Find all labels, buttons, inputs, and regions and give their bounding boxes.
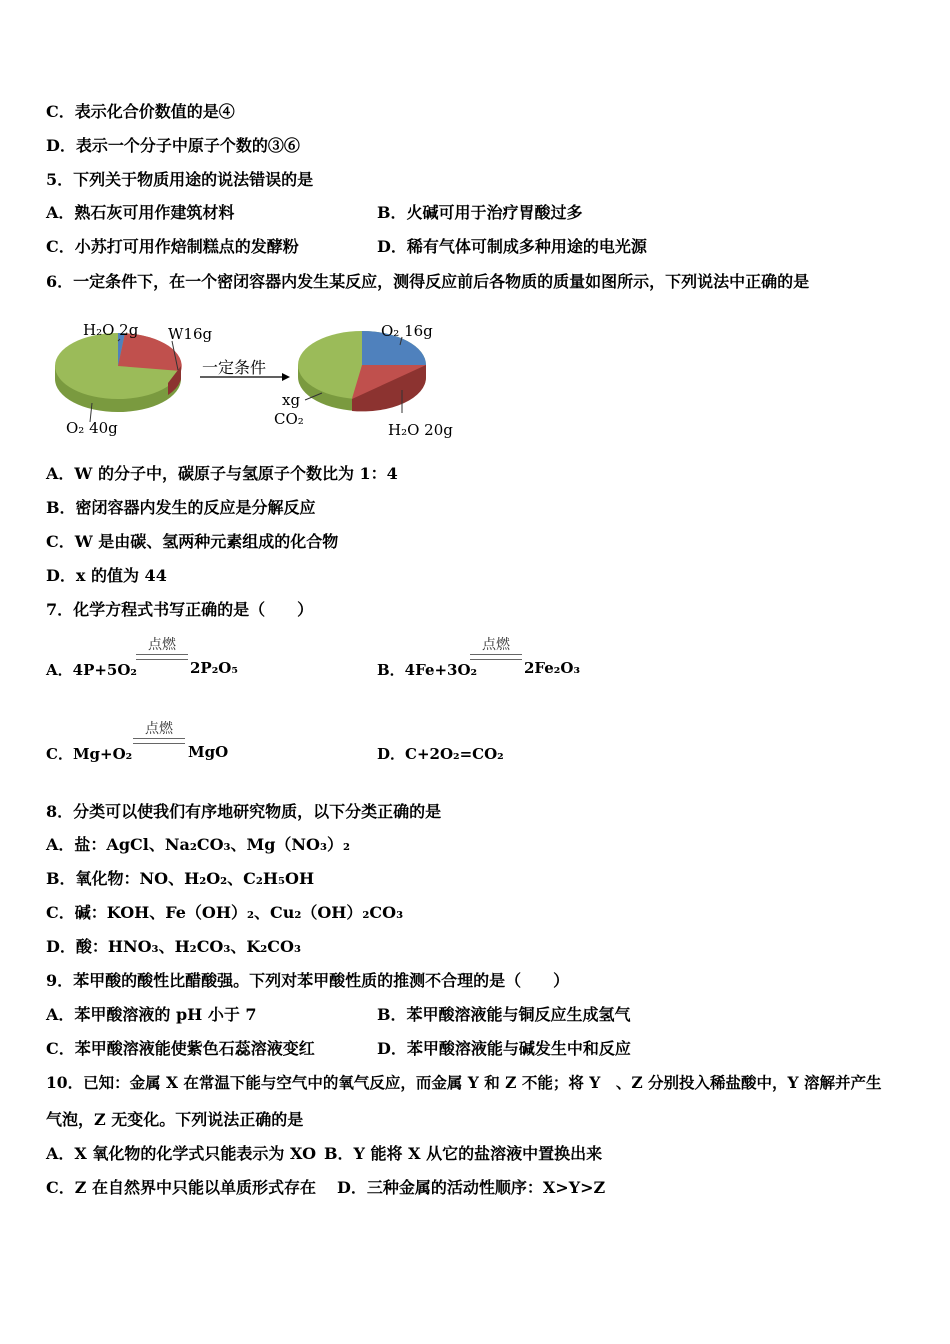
q10-stem-line2: 气泡，Z 无变化。下列说法正确的是 [46, 1110, 304, 1129]
q7-option-c-condition: 点燃 [145, 721, 173, 737]
q8-option-c: C．碱：KOH、Fe（OH）₂、Cu₂（OH）₂CO₃ [46, 903, 404, 922]
q5-option-d: D．稀有气体可制成多种用途的电光源 [377, 237, 647, 256]
q6-figure [50, 315, 470, 450]
q7-option-c-equals [133, 738, 185, 744]
q7-option-b-reactants: B．4Fe+3O₂ [377, 661, 478, 679]
q8-stem: 8．分类可以使我们有序地研究物质，以下分类正确的是 [46, 802, 442, 821]
q9-option-c: C．苯甲酸溶液能使紫色石蕊溶液变红 [46, 1039, 315, 1058]
q10-option-a: A．X 氧化物的化学式只能表示为 XO [46, 1144, 317, 1163]
q7-option-b-products: 2Fe₂O₃ [524, 659, 581, 677]
q5-option-a: A．熟石灰可用作建筑材料 [46, 203, 235, 222]
q7-option-c-reactants: C．Mg+O₂ [46, 745, 133, 763]
q5-option-b: B．火碱可用于治疗胃酸过多 [377, 203, 583, 222]
label-after-o2: O₂ 16g [381, 322, 433, 340]
q10-option-b: B．Y 能将 X 从它的盐溶液中置换出来 [324, 1144, 603, 1163]
q9-option-d: D．苯甲酸溶液能与碱发生中和反应 [377, 1039, 631, 1058]
arrow-condition: 一定条件 [202, 358, 267, 377]
label-before-o2: O₂ 40g [66, 419, 118, 437]
q7-option-a-condition: 点燃 [148, 637, 176, 653]
label-before-w: W16g [168, 325, 213, 343]
pie-after [298, 331, 426, 413]
label-after-x: xg [282, 391, 301, 409]
q6-stem: 6．一定条件下，在一个密闭容器内发生某反应，测得反应前后各物质的质量如图所示，下列说法中正确的是 [46, 272, 810, 291]
q7-option-a-equals [136, 654, 188, 660]
q4-option-d: D．表示一个分子中原子个数的③⑥ [46, 136, 300, 155]
label-before-h2o: H₂O 2g [83, 321, 139, 339]
q7-option-b-equals [470, 654, 522, 660]
q6-option-b: B．密闭容器内发生的反应是分解反应 [46, 498, 316, 517]
q7-option-b-condition: 点燃 [482, 637, 510, 653]
q8-option-b: B．氧化物：NO、H₂O₂、C₂H₅OH [46, 869, 315, 888]
q6-option-d: D．x 的值为 44 [46, 566, 167, 585]
q7-option-c-products: MgO [188, 743, 229, 761]
q10-option-c: C．Z 在自然界中只能以单质形式存在 [46, 1178, 316, 1197]
q9-stem: 9．苯甲酸的酸性比醋酸强。下列对苯甲酸性质的推测不合理的是（ ） [46, 971, 570, 990]
pie-before [55, 333, 182, 422]
q7-stem: 7．化学方程式书写正确的是（ ） [46, 600, 314, 619]
q4-option-c: C．表示化合价数值的是④ [46, 102, 235, 121]
q9-option-b: B．苯甲酸溶液能与铜反应生成氢气 [377, 1005, 631, 1024]
label-after-h2o: H₂O 20g [388, 421, 453, 439]
q8-option-a: A．盐：AgCl、Na₂CO₃、Mg（NO₃）₂ [46, 835, 350, 854]
q7-option-d: D．C+2O₂=CO₂ [377, 745, 504, 763]
q10-stem-line1: 10．已知：金属 X 在常温下能与空气中的氧气反应，而金属 Y 和 Z 不能；将 Y 、Z 分别投入稀盐酸中，Y 溶解并产生 [46, 1073, 882, 1092]
q5-stem: 5．下列关于物质用途的说法错误的是 [46, 170, 314, 189]
q9-option-a: A．苯甲酸溶液的 pH 小于 7 [46, 1005, 257, 1024]
q8-option-d: D．酸：HNO₃、H₂CO₃、K₂CO₃ [46, 937, 301, 956]
label-after-co2: CO₂ [274, 410, 304, 428]
q6-option-c: C．W 是由碳、氢两种元素组成的化合物 [46, 532, 339, 551]
q5-option-c: C．小苏打可用作焙制糕点的发酵粉 [46, 237, 299, 256]
q6-option-a: A．W 的分子中，碳原子与氢原子个数比为 1：4 [46, 464, 398, 483]
q7-option-a-products: 2P₂O₅ [190, 659, 238, 677]
q7-option-a-reactants: A．4P+5O₂ [46, 661, 137, 679]
q10-option-d: D．三种金属的活动性顺序：X>Y>Z [337, 1178, 606, 1197]
